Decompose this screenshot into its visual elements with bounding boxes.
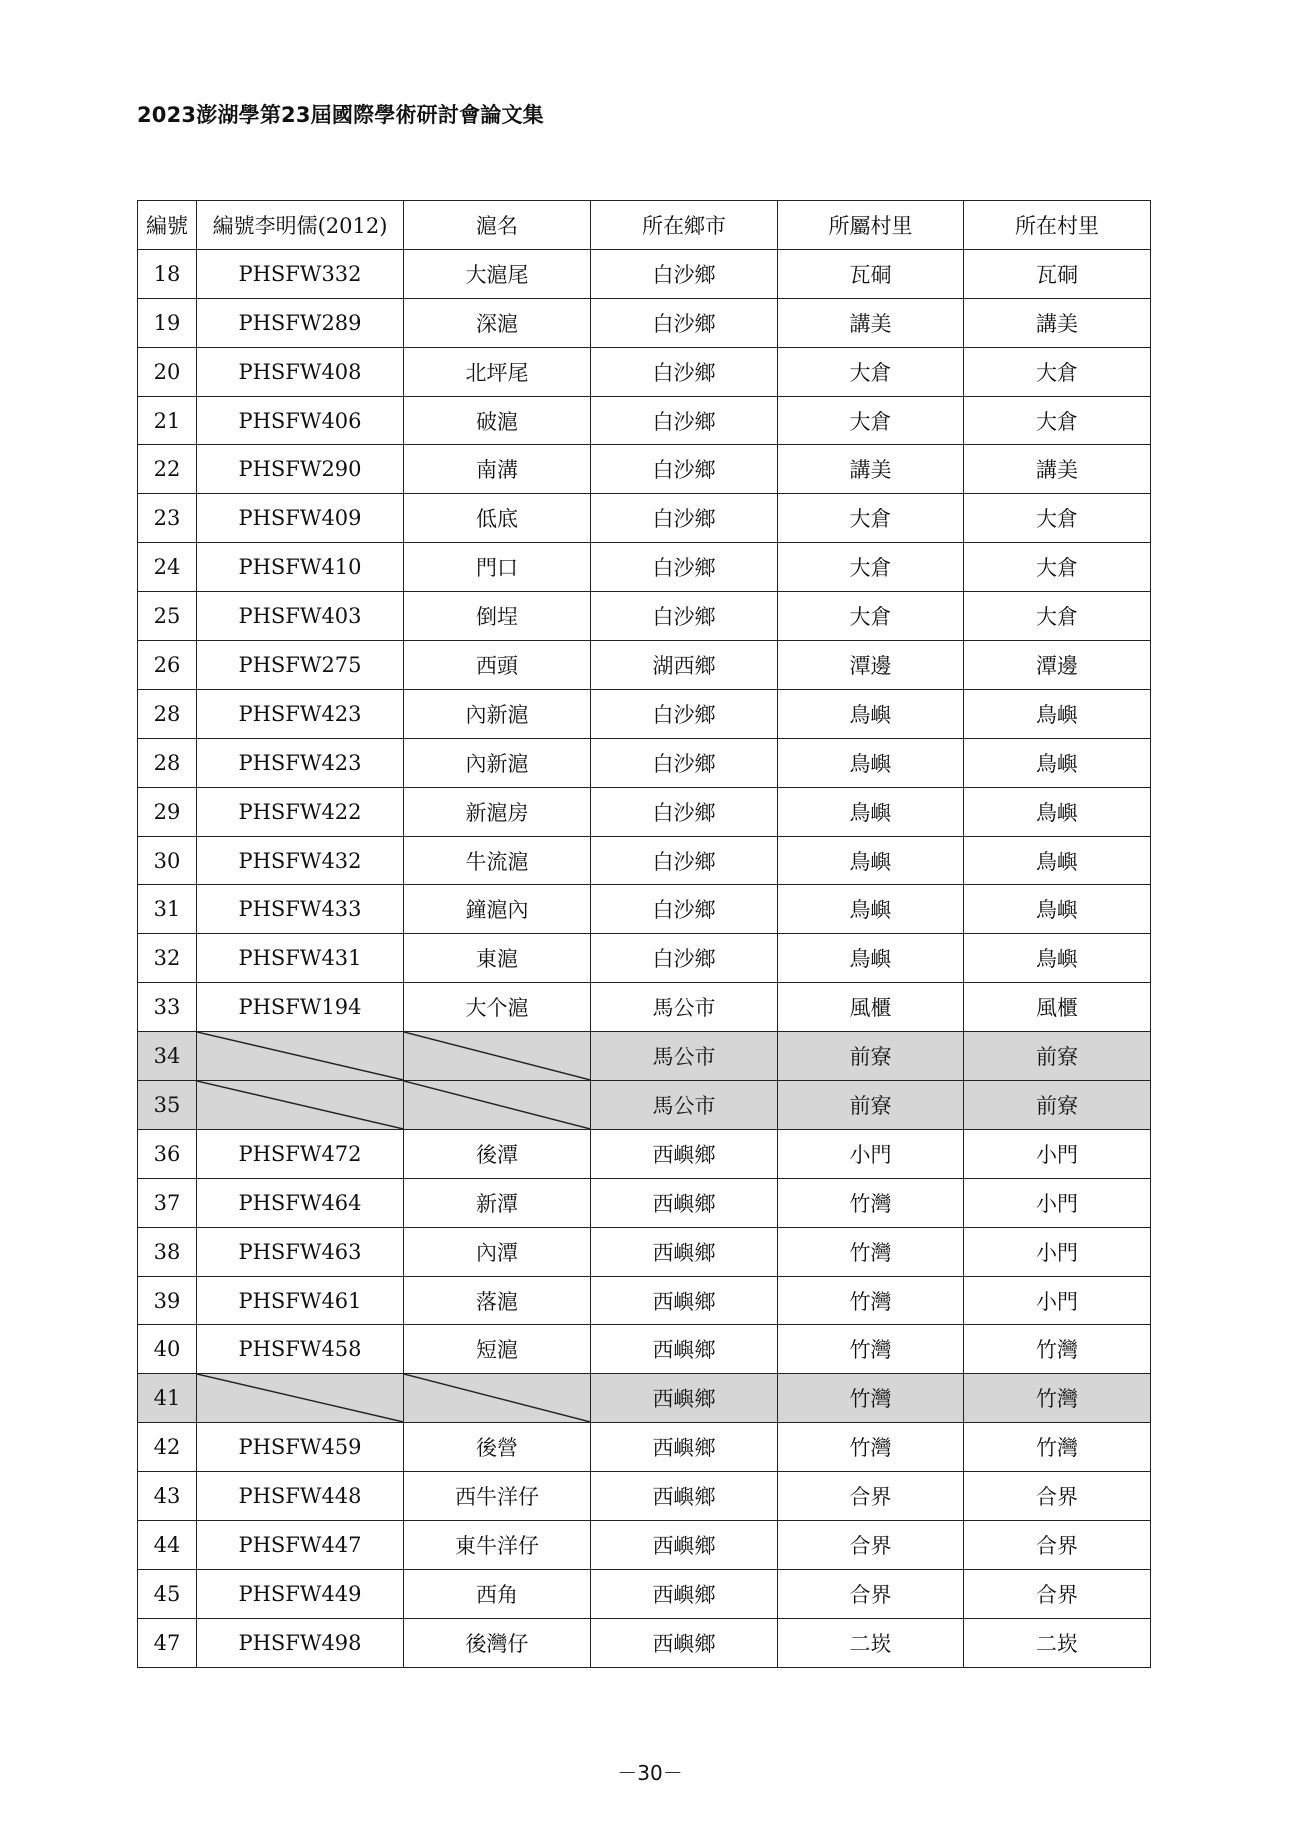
- cell-no: 25: [138, 592, 197, 641]
- column-header-weir-name: 滬名: [404, 201, 591, 250]
- cell-no: 29: [138, 787, 197, 836]
- cell-belonging-village: 大倉: [778, 592, 964, 641]
- column-header-code: 編號李明儒(2012): [197, 201, 404, 250]
- cell-township: 西嶼鄉: [591, 1276, 778, 1325]
- table-body: [138, 249, 1151, 1667]
- cell-township: 白沙鄉: [591, 787, 778, 836]
- cell-no: 18: [138, 249, 197, 298]
- table-row: [138, 1178, 1151, 1227]
- cell-township: 西嶼鄉: [591, 1569, 778, 1618]
- cell-code: PHSFW194: [197, 983, 404, 1032]
- cell-located-village: 大倉: [964, 347, 1151, 396]
- table-row: [138, 738, 1151, 787]
- cell-belonging-village: 大倉: [778, 543, 964, 592]
- cell-no: 34: [138, 1032, 197, 1081]
- diagonal-slash-icon: [197, 1032, 403, 1080]
- cell-located-village: 合界: [964, 1472, 1151, 1521]
- cell-code: PHSFW289: [197, 298, 404, 347]
- cell-weir-name: 東牛洋仔: [404, 1521, 591, 1570]
- cell-weir-name: 南溝: [404, 445, 591, 494]
- cell-code: PHSFW422: [197, 787, 404, 836]
- cell-no: 35: [138, 1081, 197, 1130]
- cell-township: 白沙鄉: [591, 249, 778, 298]
- cell-no: 19: [138, 298, 197, 347]
- cell-no: 28: [138, 738, 197, 787]
- cell-township: 西嶼鄉: [591, 1325, 778, 1374]
- cell-located-village: 合界: [964, 1521, 1151, 1570]
- cell-no: 31: [138, 885, 197, 934]
- cell-located-village: 小門: [964, 1178, 1151, 1227]
- cell-belonging-village: 二崁: [778, 1618, 964, 1667]
- cell-belonging-village: 竹灣: [778, 1325, 964, 1374]
- page-header-title: 2023澎湖學第23屆國際學術研討會論文集: [137, 103, 544, 127]
- cell-weir-name: 內新滬: [404, 689, 591, 738]
- cell-located-village: 大倉: [964, 396, 1151, 445]
- cell-belonging-village: 竹灣: [778, 1374, 964, 1423]
- cell-located-village: 合界: [964, 1569, 1151, 1618]
- cell-code: PHSFW408: [197, 347, 404, 396]
- cell-code: PHSFW472: [197, 1129, 404, 1178]
- cell-belonging-village: 潭邊: [778, 641, 964, 690]
- cell-located-village: 竹灣: [964, 1423, 1151, 1472]
- cell-belonging-village: 合界: [778, 1569, 964, 1618]
- cell-no: 28: [138, 689, 197, 738]
- column-header-no: 編號: [138, 201, 197, 250]
- column-header-township: 所在鄉市: [591, 201, 778, 250]
- table-row: [138, 396, 1151, 445]
- cell-belonging-village: 鳥嶼: [778, 689, 964, 738]
- cell-township: 西嶼鄉: [591, 1129, 778, 1178]
- cell-belonging-village: 大倉: [778, 396, 964, 445]
- cell-no: 21: [138, 396, 197, 445]
- cell-code: PHSFW433: [197, 885, 404, 934]
- table-row: [138, 347, 1151, 396]
- cell-weir-name: 東滬: [404, 934, 591, 983]
- cell-belonging-village: 鳥嶼: [778, 934, 964, 983]
- cell-township: 白沙鄉: [591, 298, 778, 347]
- cell-code: PHSFW410: [197, 543, 404, 592]
- cell-township: 白沙鄉: [591, 934, 778, 983]
- cell-no: 24: [138, 543, 197, 592]
- cell-belonging-village: 大倉: [778, 347, 964, 396]
- cell-no: 37: [138, 1178, 197, 1227]
- table-row: [138, 983, 1151, 1032]
- cell-weir-name: 倒埕: [404, 592, 591, 641]
- cell-weir-name: 門口: [404, 543, 591, 592]
- cell-no: 30: [138, 836, 197, 885]
- cell-located-village: 小門: [964, 1276, 1151, 1325]
- cell-weir-name: 西牛洋仔: [404, 1472, 591, 1521]
- cell-code: PHSFW275: [197, 641, 404, 690]
- table-row: [138, 1276, 1151, 1325]
- cell-located-village: 鳥嶼: [964, 689, 1151, 738]
- cell-belonging-village: 瓦硐: [778, 249, 964, 298]
- cell-weir-name: 西頭: [404, 641, 591, 690]
- table-row: [138, 1081, 1151, 1130]
- cell-no: 45: [138, 1569, 197, 1618]
- cell-no: 22: [138, 445, 197, 494]
- table-row: [138, 689, 1151, 738]
- cell-weir-name: 北坪尾: [404, 347, 591, 396]
- cell-code-empty: [197, 1081, 404, 1130]
- cell-weir-name: 牛流滬: [404, 836, 591, 885]
- cell-code: PHSFW458: [197, 1325, 404, 1374]
- cell-code: PHSFW432: [197, 836, 404, 885]
- cell-township: 白沙鄉: [591, 396, 778, 445]
- cell-no: 41: [138, 1374, 197, 1423]
- cell-code: PHSFW461: [197, 1276, 404, 1325]
- cell-weir-name: 深滬: [404, 298, 591, 347]
- cell-located-village: 鳥嶼: [964, 934, 1151, 983]
- cell-township: 西嶼鄉: [591, 1521, 778, 1570]
- cell-code: PHSFW449: [197, 1569, 404, 1618]
- cell-belonging-village: 竹灣: [778, 1178, 964, 1227]
- cell-belonging-village: 小門: [778, 1129, 964, 1178]
- cell-weir-name: 後灣仔: [404, 1618, 591, 1667]
- cell-code: PHSFW464: [197, 1178, 404, 1227]
- cell-no: 42: [138, 1423, 197, 1472]
- cell-code: PHSFW409: [197, 494, 404, 543]
- cell-located-village: 瓦硐: [964, 249, 1151, 298]
- cell-township: 白沙鄉: [591, 592, 778, 641]
- cell-located-village: 大倉: [964, 494, 1151, 543]
- table-row: [138, 1423, 1151, 1472]
- cell-belonging-village: 講美: [778, 445, 964, 494]
- cell-code: PHSFW423: [197, 689, 404, 738]
- cell-located-village: 小門: [964, 1227, 1151, 1276]
- cell-belonging-village: 風櫃: [778, 983, 964, 1032]
- cell-township: 西嶼鄉: [591, 1472, 778, 1521]
- cell-belonging-village: 鳥嶼: [778, 836, 964, 885]
- cell-weir-name: 短滬: [404, 1325, 591, 1374]
- cell-located-village: 鳥嶼: [964, 885, 1151, 934]
- cell-located-village: 前寮: [964, 1032, 1151, 1081]
- cell-weir-name: 大滬尾: [404, 249, 591, 298]
- cell-code: PHSFW406: [197, 396, 404, 445]
- cell-no: 38: [138, 1227, 197, 1276]
- cell-located-village: 竹灣: [964, 1374, 1151, 1423]
- table-row: [138, 543, 1151, 592]
- cell-code-empty: [197, 1032, 404, 1081]
- cell-township: 西嶼鄉: [591, 1178, 778, 1227]
- cell-belonging-village: 講美: [778, 298, 964, 347]
- diagonal-slash-icon: [197, 1081, 403, 1129]
- cell-located-village: 前寮: [964, 1081, 1151, 1130]
- cell-code: PHSFW459: [197, 1423, 404, 1472]
- cell-no: 40: [138, 1325, 197, 1374]
- cell-no: 43: [138, 1472, 197, 1521]
- cell-belonging-village: 鳥嶼: [778, 885, 964, 934]
- cell-weir-name: 新潭: [404, 1178, 591, 1227]
- table-row: [138, 641, 1151, 690]
- cell-township: 湖西鄉: [591, 641, 778, 690]
- cell-code: PHSFW463: [197, 1227, 404, 1276]
- cell-located-village: 講美: [964, 298, 1151, 347]
- cell-township: 白沙鄉: [591, 738, 778, 787]
- cell-weir-name: 落滬: [404, 1276, 591, 1325]
- table-row: [138, 1521, 1151, 1570]
- cell-code: PHSFW498: [197, 1618, 404, 1667]
- cell-township: 西嶼鄉: [591, 1227, 778, 1276]
- cell-township: 西嶼鄉: [591, 1618, 778, 1667]
- cell-weir-name: 內新滬: [404, 738, 591, 787]
- fish-weir-table-container: [137, 200, 1151, 1668]
- column-header-located-village: 所在村里: [964, 201, 1151, 250]
- cell-weir-name: 後營: [404, 1423, 591, 1472]
- cell-township: 馬公市: [591, 983, 778, 1032]
- cell-weir-name: 西角: [404, 1569, 591, 1618]
- cell-township: 白沙鄉: [591, 836, 778, 885]
- cell-located-village: 大倉: [964, 543, 1151, 592]
- cell-located-village: 二崁: [964, 1618, 1151, 1667]
- cell-no: 39: [138, 1276, 197, 1325]
- cell-weir-name: 後潭: [404, 1129, 591, 1178]
- cell-weir-name-empty: [404, 1032, 591, 1081]
- cell-township: 馬公市: [591, 1032, 778, 1081]
- cell-township: 西嶼鄉: [591, 1374, 778, 1423]
- cell-located-village: 大倉: [964, 592, 1151, 641]
- diagonal-slash-icon: [197, 1374, 403, 1422]
- cell-no: 23: [138, 494, 197, 543]
- table-row: [138, 494, 1151, 543]
- cell-township: 白沙鄉: [591, 885, 778, 934]
- cell-located-village: 竹灣: [964, 1325, 1151, 1374]
- table-row: [138, 1325, 1151, 1374]
- cell-belonging-village: 前寮: [778, 1081, 964, 1130]
- cell-no: 32: [138, 934, 197, 983]
- table-row: [138, 787, 1151, 836]
- table-row: [138, 1227, 1151, 1276]
- cell-no: 26: [138, 641, 197, 690]
- cell-belonging-village: 竹灣: [778, 1423, 964, 1472]
- table-row: [138, 592, 1151, 641]
- table-row: [138, 1032, 1151, 1081]
- table-row: [138, 1472, 1151, 1521]
- fish-weir-table: [137, 200, 1151, 1668]
- cell-weir-name-empty: [404, 1374, 591, 1423]
- table-header-row: [138, 201, 1151, 250]
- cell-code: PHSFW423: [197, 738, 404, 787]
- cell-belonging-village: 竹灣: [778, 1227, 964, 1276]
- cell-located-village: 風櫃: [964, 983, 1151, 1032]
- cell-township: 白沙鄉: [591, 494, 778, 543]
- cell-belonging-village: 大倉: [778, 494, 964, 543]
- table-row: [138, 1374, 1151, 1423]
- cell-code: PHSFW448: [197, 1472, 404, 1521]
- cell-belonging-village: 前寮: [778, 1032, 964, 1081]
- cell-township: 白沙鄉: [591, 689, 778, 738]
- cell-belonging-village: 鳥嶼: [778, 738, 964, 787]
- cell-code-empty: [197, 1374, 404, 1423]
- page-number: －30－: [617, 1761, 683, 1785]
- cell-township: 白沙鄉: [591, 347, 778, 396]
- table-row: [138, 298, 1151, 347]
- cell-township: 白沙鄉: [591, 445, 778, 494]
- cell-code: PHSFW447: [197, 1521, 404, 1570]
- column-header-belonging-village: 所屬村里: [778, 201, 964, 250]
- table-row: [138, 445, 1151, 494]
- diagonal-slash-icon: [404, 1032, 590, 1080]
- cell-located-village: 鳥嶼: [964, 787, 1151, 836]
- table-row: [138, 249, 1151, 298]
- cell-weir-name-empty: [404, 1081, 591, 1130]
- cell-weir-name: 新滬房: [404, 787, 591, 836]
- cell-code: PHSFW403: [197, 592, 404, 641]
- cell-weir-name: 破滬: [404, 396, 591, 445]
- cell-no: 47: [138, 1618, 197, 1667]
- cell-township: 西嶼鄉: [591, 1423, 778, 1472]
- cell-no: 20: [138, 347, 197, 396]
- cell-township: 白沙鄉: [591, 543, 778, 592]
- cell-located-village: 鳥嶼: [964, 738, 1151, 787]
- cell-weir-name: 大个滬: [404, 983, 591, 1032]
- table-row: [138, 836, 1151, 885]
- table-row: [138, 1569, 1151, 1618]
- cell-located-village: 講美: [964, 445, 1151, 494]
- table-row: [138, 1618, 1151, 1667]
- cell-belonging-village: 竹灣: [778, 1276, 964, 1325]
- cell-located-village: 小門: [964, 1129, 1151, 1178]
- cell-code: PHSFW431: [197, 934, 404, 983]
- cell-located-village: 鳥嶼: [964, 836, 1151, 885]
- cell-weir-name: 內潭: [404, 1227, 591, 1276]
- cell-code: PHSFW332: [197, 249, 404, 298]
- cell-no: 36: [138, 1129, 197, 1178]
- cell-township: 馬公市: [591, 1081, 778, 1130]
- cell-belonging-village: 合界: [778, 1521, 964, 1570]
- diagonal-slash-icon: [404, 1374, 590, 1422]
- table-row: [138, 885, 1151, 934]
- cell-no: 33: [138, 983, 197, 1032]
- cell-belonging-village: 鳥嶼: [778, 787, 964, 836]
- cell-code: PHSFW290: [197, 445, 404, 494]
- table-row: [138, 1129, 1151, 1178]
- table-row: [138, 934, 1151, 983]
- cell-weir-name: 低底: [404, 494, 591, 543]
- diagonal-slash-icon: [404, 1081, 590, 1129]
- cell-located-village: 潭邊: [964, 641, 1151, 690]
- cell-weir-name: 鐘滬內: [404, 885, 591, 934]
- cell-no: 44: [138, 1521, 197, 1570]
- cell-belonging-village: 合界: [778, 1472, 964, 1521]
